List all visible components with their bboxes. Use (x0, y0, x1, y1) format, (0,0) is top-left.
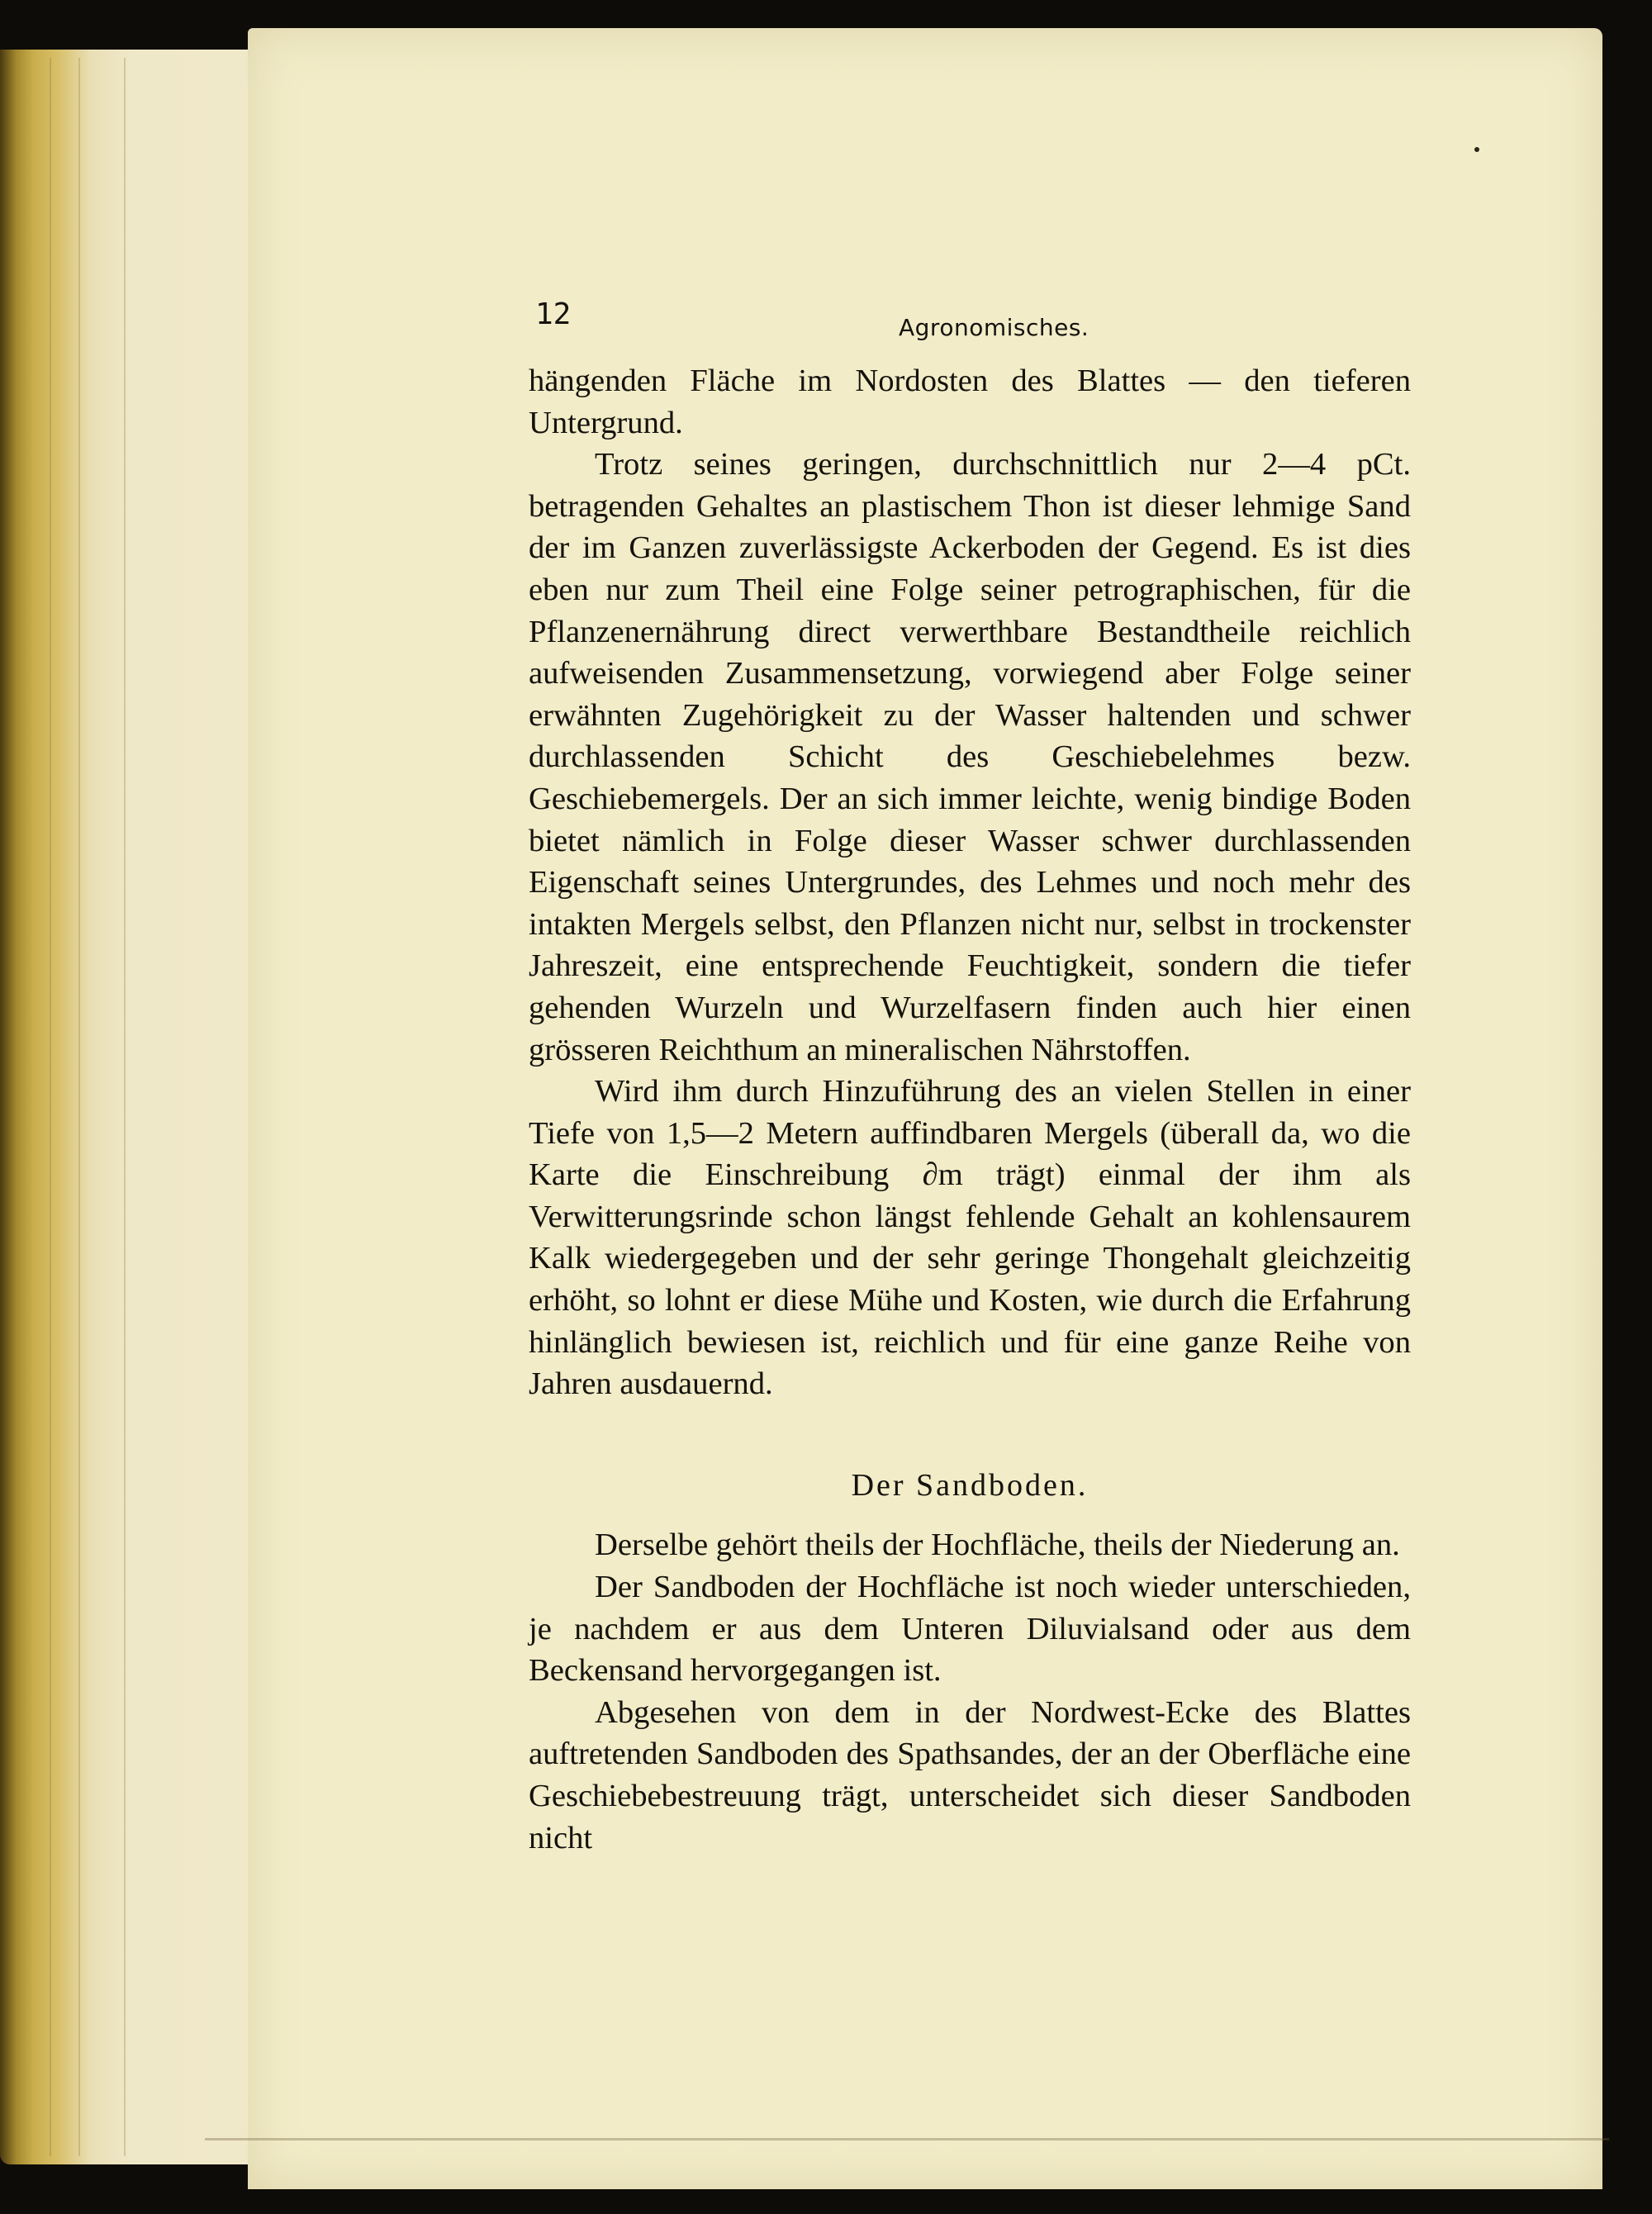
page-edge-line (124, 58, 126, 2156)
page-edge-line (50, 58, 51, 2156)
paragraph-2: Trotz seines geringen, durchschnittlich nur 2—4 pCt. betragenden Gehaltes an plastischem Thon ist dieser lehmige Sand der im Ganzen zuverlässigste Ackerboden der Gegend. Es ist dies eben nur zum Theil eine Folge seiner petrographischen, für die Pflanzenernährung direct verwerthbare Bestandtheile reichlich aufweisenden Zusammensetzung, vorwiegend aber Folge seiner erwähnten Zugehörigkeit zu der Wasser haltenden und schwer durchlassenden Schicht des Geschiebelehmes bezw. Geschiebemergels. Der an sich immer leichte, wenig bindige Boden bietet nämlich in Folge dieser Wasser schwer durchlassenden Eigenschaft seines Untergrundes, des Lehmes und noch mehr des intakten Mergels selbst, den Pflanzen nicht nur, selbst in trockenster Jahreszeit, eine entsprechende Feuchtigkeit, sondern die tiefer gehenden Wurzeln und Wurzelfasern finden auch hier einen grösseren Reichthum an mineralischen Nährstoffen. (529, 447, 1411, 1067)
page-bottom-edge (205, 2138, 1609, 2140)
page-header (535, 297, 1409, 347)
paragraph-1: hängenden Fläche im Nordosten des Blattes — den tieferen Untergrund. (529, 363, 1411, 440)
running-head: Agronomisches. (899, 314, 1089, 341)
stray-mark (1474, 147, 1479, 152)
section-heading: Der Sandboden. (851, 1467, 1089, 1503)
paragraph-6: Abgesehen von dem in der Nordwest-Ecke des Blattes auftretenden Sandboden des Spathsandes, der an der Oberfläche eine Geschiebebestreuung trägt, unterscheidet sich dieser Sandboden nicht (529, 1694, 1411, 1855)
body-text (529, 360, 1411, 1859)
paragraph-5: Der Sandboden der Hochfläche ist noch wieder unterschieden, je nachdem er aus dem Unteren Diluvialsand oder aus dem Beckensand hervorgegangen ist. (529, 1570, 1411, 1689)
paragraph-3: Wird ihm durch Hinzuführung des an vielen Stellen in einer Tiefe von 1,5—2 Metern auffindbaren Mergels (überall da, wo die Karte die Einschreibung ∂m trägt) einmal der ihm als Verwitterungsrinde schon längst fehlende Gehalt an kohlensaurem Kalk wiedergegeben und der sehr geringe Thongehalt gleichzeitig erhöht, so lohnt er diese Mühe und Kosten, wie durch die Erfahrung hinlänglich bewiesen ist, reichlich und für eine ganze Reihe von Jahren ausdauernd. (529, 1074, 1411, 1402)
page-edge-line (78, 58, 80, 2156)
page-number: 12 (535, 297, 572, 331)
paragraph-4: Derselbe gehört theils der Hochfläche, theils der Niederung an. (595, 1527, 1400, 1563)
